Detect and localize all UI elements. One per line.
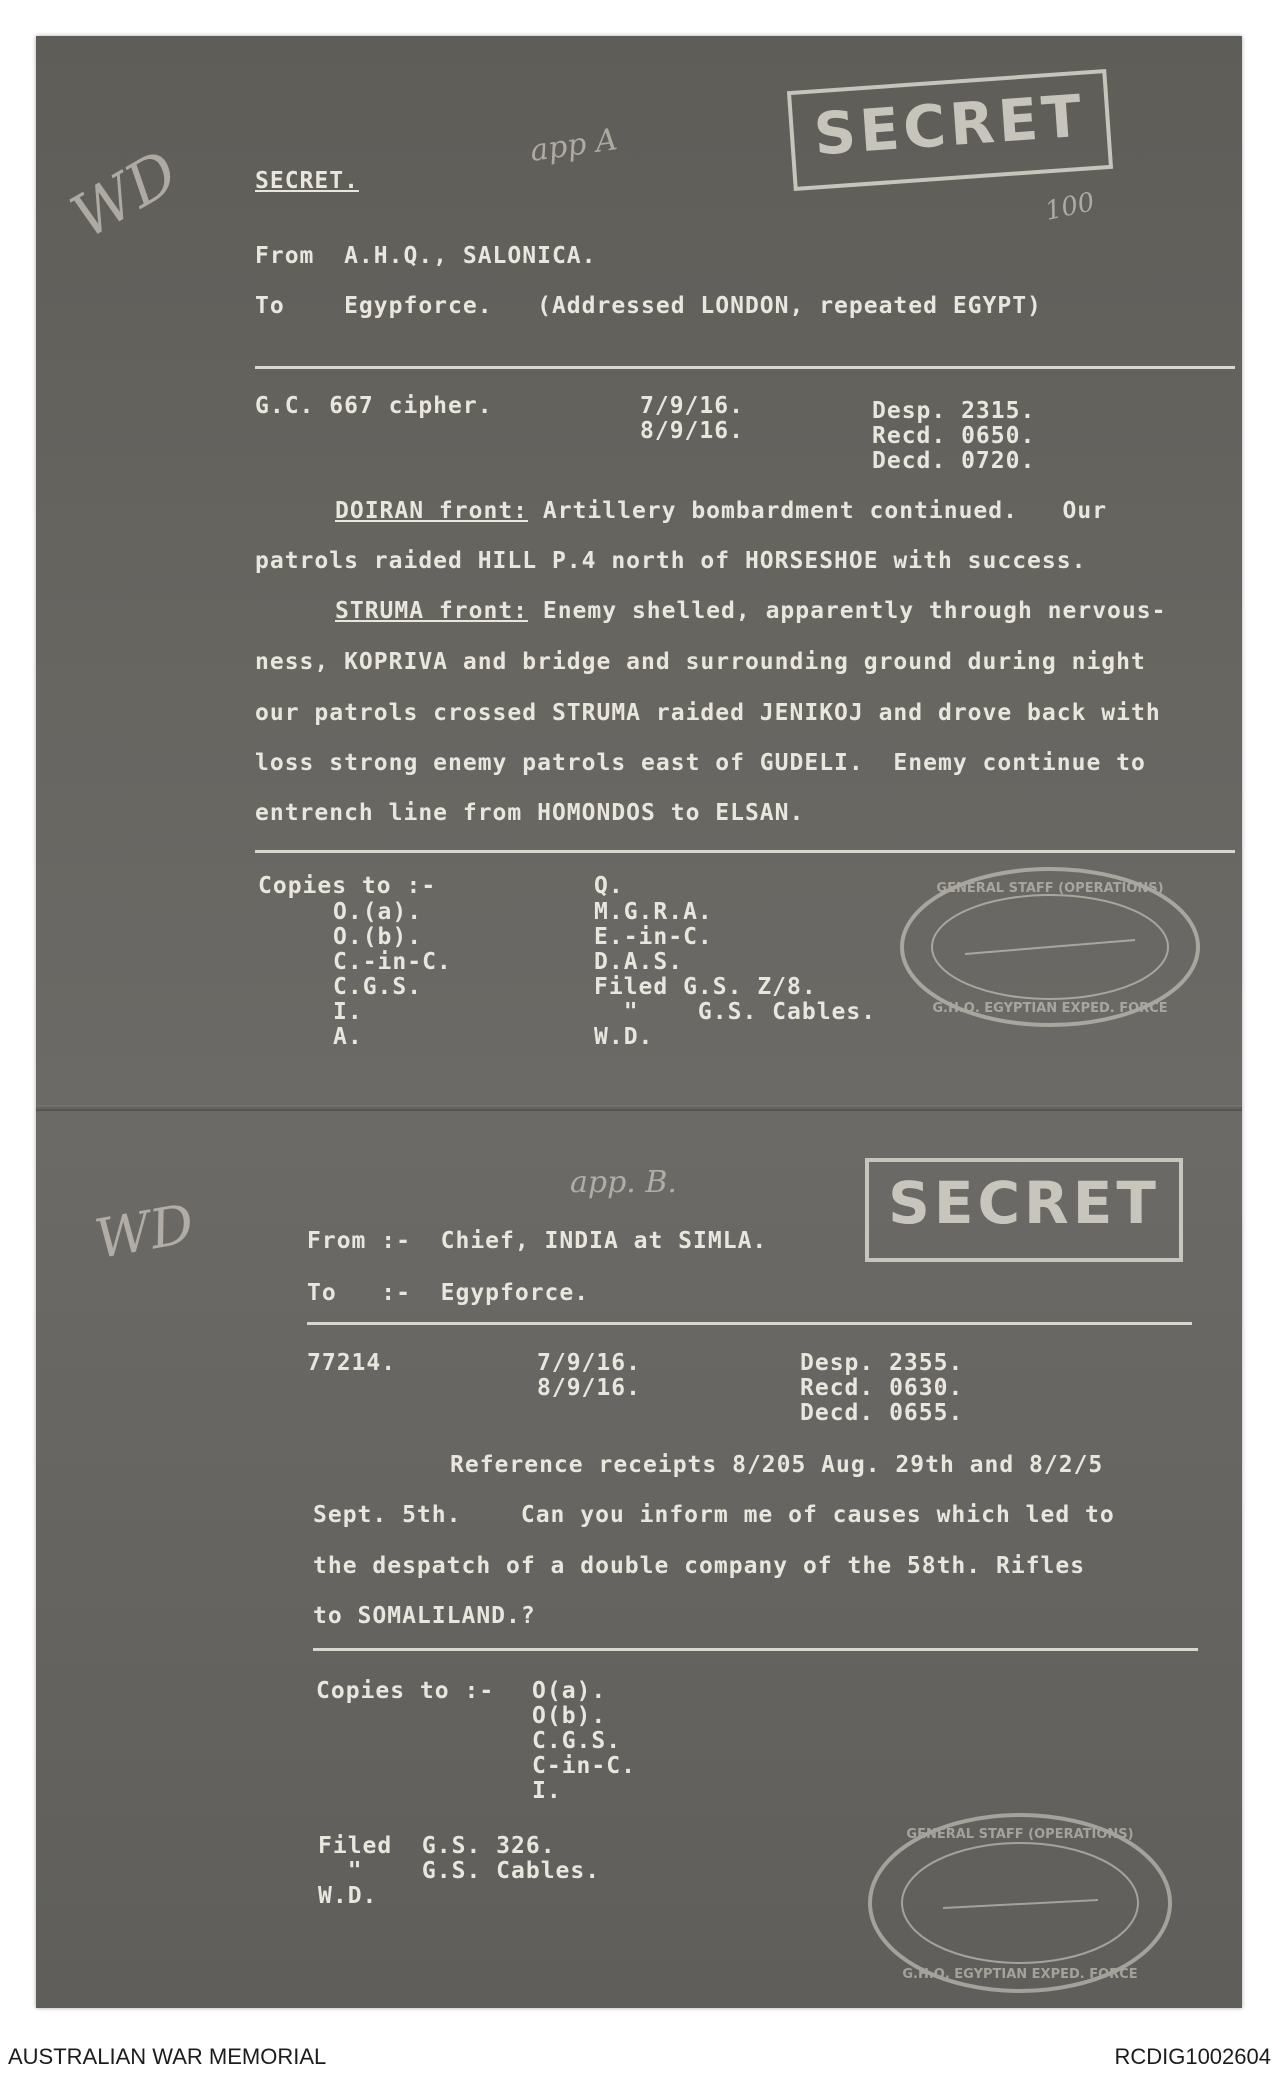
- copies-item: C.G.S.: [532, 1728, 622, 1754]
- recd-time: Recd. 0630.: [800, 1375, 964, 1401]
- copies-label: Copies to :-: [258, 873, 437, 899]
- copies-item: O.(a).: [333, 899, 423, 925]
- para2-line2: ness, KOPRIVA and bridge and surrounding ground during night: [255, 649, 1146, 675]
- body-line: the despatch of a double company of the 58th. Rifles: [313, 1553, 1086, 1579]
- to-line: To :- Egypforce.: [307, 1280, 590, 1306]
- to-line: To Egypforce. (Addressed LONDON, repeated EGYPT): [255, 293, 1042, 319]
- copies-item: W.D.: [594, 1024, 654, 1050]
- filed-line: " G.S. Cables.: [318, 1858, 601, 1884]
- divider: [307, 1322, 1192, 1325]
- para2-line3: our patrols crossed STRUMA raided JENIKOJ and drove back with: [255, 700, 1161, 726]
- footer-institution: AUSTRALIAN WAR MEMORIAL: [8, 2044, 327, 2069]
- copies-item: D.A.S.: [594, 949, 684, 975]
- divider: [255, 366, 1235, 369]
- from-line: From A.H.Q., SALONICA.: [255, 243, 597, 269]
- copies-item: I.: [333, 999, 363, 1025]
- annotation-app-a: app A: [527, 122, 620, 169]
- initials-wd: WD: [90, 1191, 199, 1272]
- copies-item: E.-in-C.: [594, 924, 713, 950]
- copies-item: O(b).: [532, 1703, 607, 1729]
- date-sent: 7/9/16.: [537, 1350, 641, 1376]
- copies-item: C.-in-C.: [333, 949, 452, 975]
- seal-bottom-text: G.H.Q. EGYPTIAN EXPED. FORCE: [902, 1967, 1138, 1982]
- copies-item: Q.: [594, 873, 624, 899]
- seal-bottom-text: G.H.Q. EGYPTIAN EXPED. FORCE: [932, 1001, 1168, 1016]
- copies-item: " G.S. Cables.: [594, 999, 877, 1025]
- body-line: to SOMALILAND.?: [313, 1603, 536, 1629]
- copies-item: I.: [532, 1778, 562, 1804]
- body-line: Sept. 5th. Can you inform me of causes which led to: [313, 1502, 1115, 1528]
- general-staff-seal: [863, 1808, 1177, 1998]
- para2-line5: entrench line from HOMONDOS to ELSAN.: [255, 800, 805, 826]
- initials-wd: WD: [59, 137, 190, 253]
- desp-time: Desp. 2315.: [872, 398, 1036, 424]
- copies-label: Copies to :-: [316, 1678, 495, 1704]
- secret-stamp: SECRET: [787, 69, 1113, 191]
- seal-top-text: GENERAL STAFF (OPERATIONS): [906, 1827, 1134, 1842]
- header-label: SECRET.: [255, 168, 359, 194]
- desp-time: Desp. 2355.: [800, 1350, 964, 1376]
- message-ref: 77214.: [307, 1350, 397, 1376]
- copies-item: C-in-C.: [532, 1753, 636, 1779]
- para2-label: STRUMA front:: [335, 598, 529, 624]
- general-staff-seal: [895, 862, 1205, 1032]
- page-number: 100: [1042, 187, 1098, 227]
- date-received: 8/9/16.: [640, 418, 744, 444]
- para1-line2: patrols raided HILL P.4 north of HORSESHOE with success.: [255, 548, 1087, 574]
- copies-item: M.G.R.A.: [594, 899, 713, 925]
- date-received: 8/9/16.: [537, 1375, 641, 1401]
- para1-line1: [335, 498, 1107, 524]
- copies-item: Filed G.S. Z/8.: [594, 974, 817, 1000]
- decd-time: Decd. 0720.: [872, 448, 1036, 474]
- footer-record-id: RCDIG1002604: [1114, 2044, 1271, 2069]
- date-sent: 7/9/16.: [640, 393, 744, 419]
- divider: [313, 1648, 1198, 1651]
- from-line: From :- Chief, INDIA at SIMLA.: [307, 1228, 768, 1254]
- seal-top-text: GENERAL STAFF (OPERATIONS): [936, 881, 1164, 896]
- recd-time: Recd. 0650.: [872, 423, 1036, 449]
- divider: [255, 850, 1235, 853]
- para1-text: Artillery bombardment continued. Our: [528, 498, 1108, 524]
- decd-time: Decd. 0655.: [800, 1400, 964, 1426]
- body-line: Reference receipts 8/205 Aug. 29th and 8/2/5: [450, 1452, 1104, 1478]
- copies-item: C.G.S.: [333, 974, 423, 1000]
- para2-text: Enemy shelled, apparently through nervous-: [528, 598, 1167, 624]
- annotation-app-b: app. B.: [570, 1165, 677, 1200]
- filed-line: Filed G.S. 326.: [318, 1833, 556, 1859]
- copies-item: A.: [333, 1024, 363, 1050]
- message-ref: G.C. 667 cipher.: [255, 393, 493, 419]
- para2-line1: [335, 598, 1166, 624]
- copies-item: O(a).: [532, 1678, 607, 1704]
- para2-line4: loss strong enemy patrols east of GUDELI. Enemy continue to: [255, 750, 1146, 776]
- para1-label: DOIRAN front:: [335, 498, 529, 524]
- page-fold: [36, 1105, 1242, 1111]
- copies-item: O.(b).: [333, 924, 423, 950]
- secret-stamp: SECRET: [865, 1158, 1183, 1262]
- filed-line: W.D.: [318, 1883, 378, 1909]
